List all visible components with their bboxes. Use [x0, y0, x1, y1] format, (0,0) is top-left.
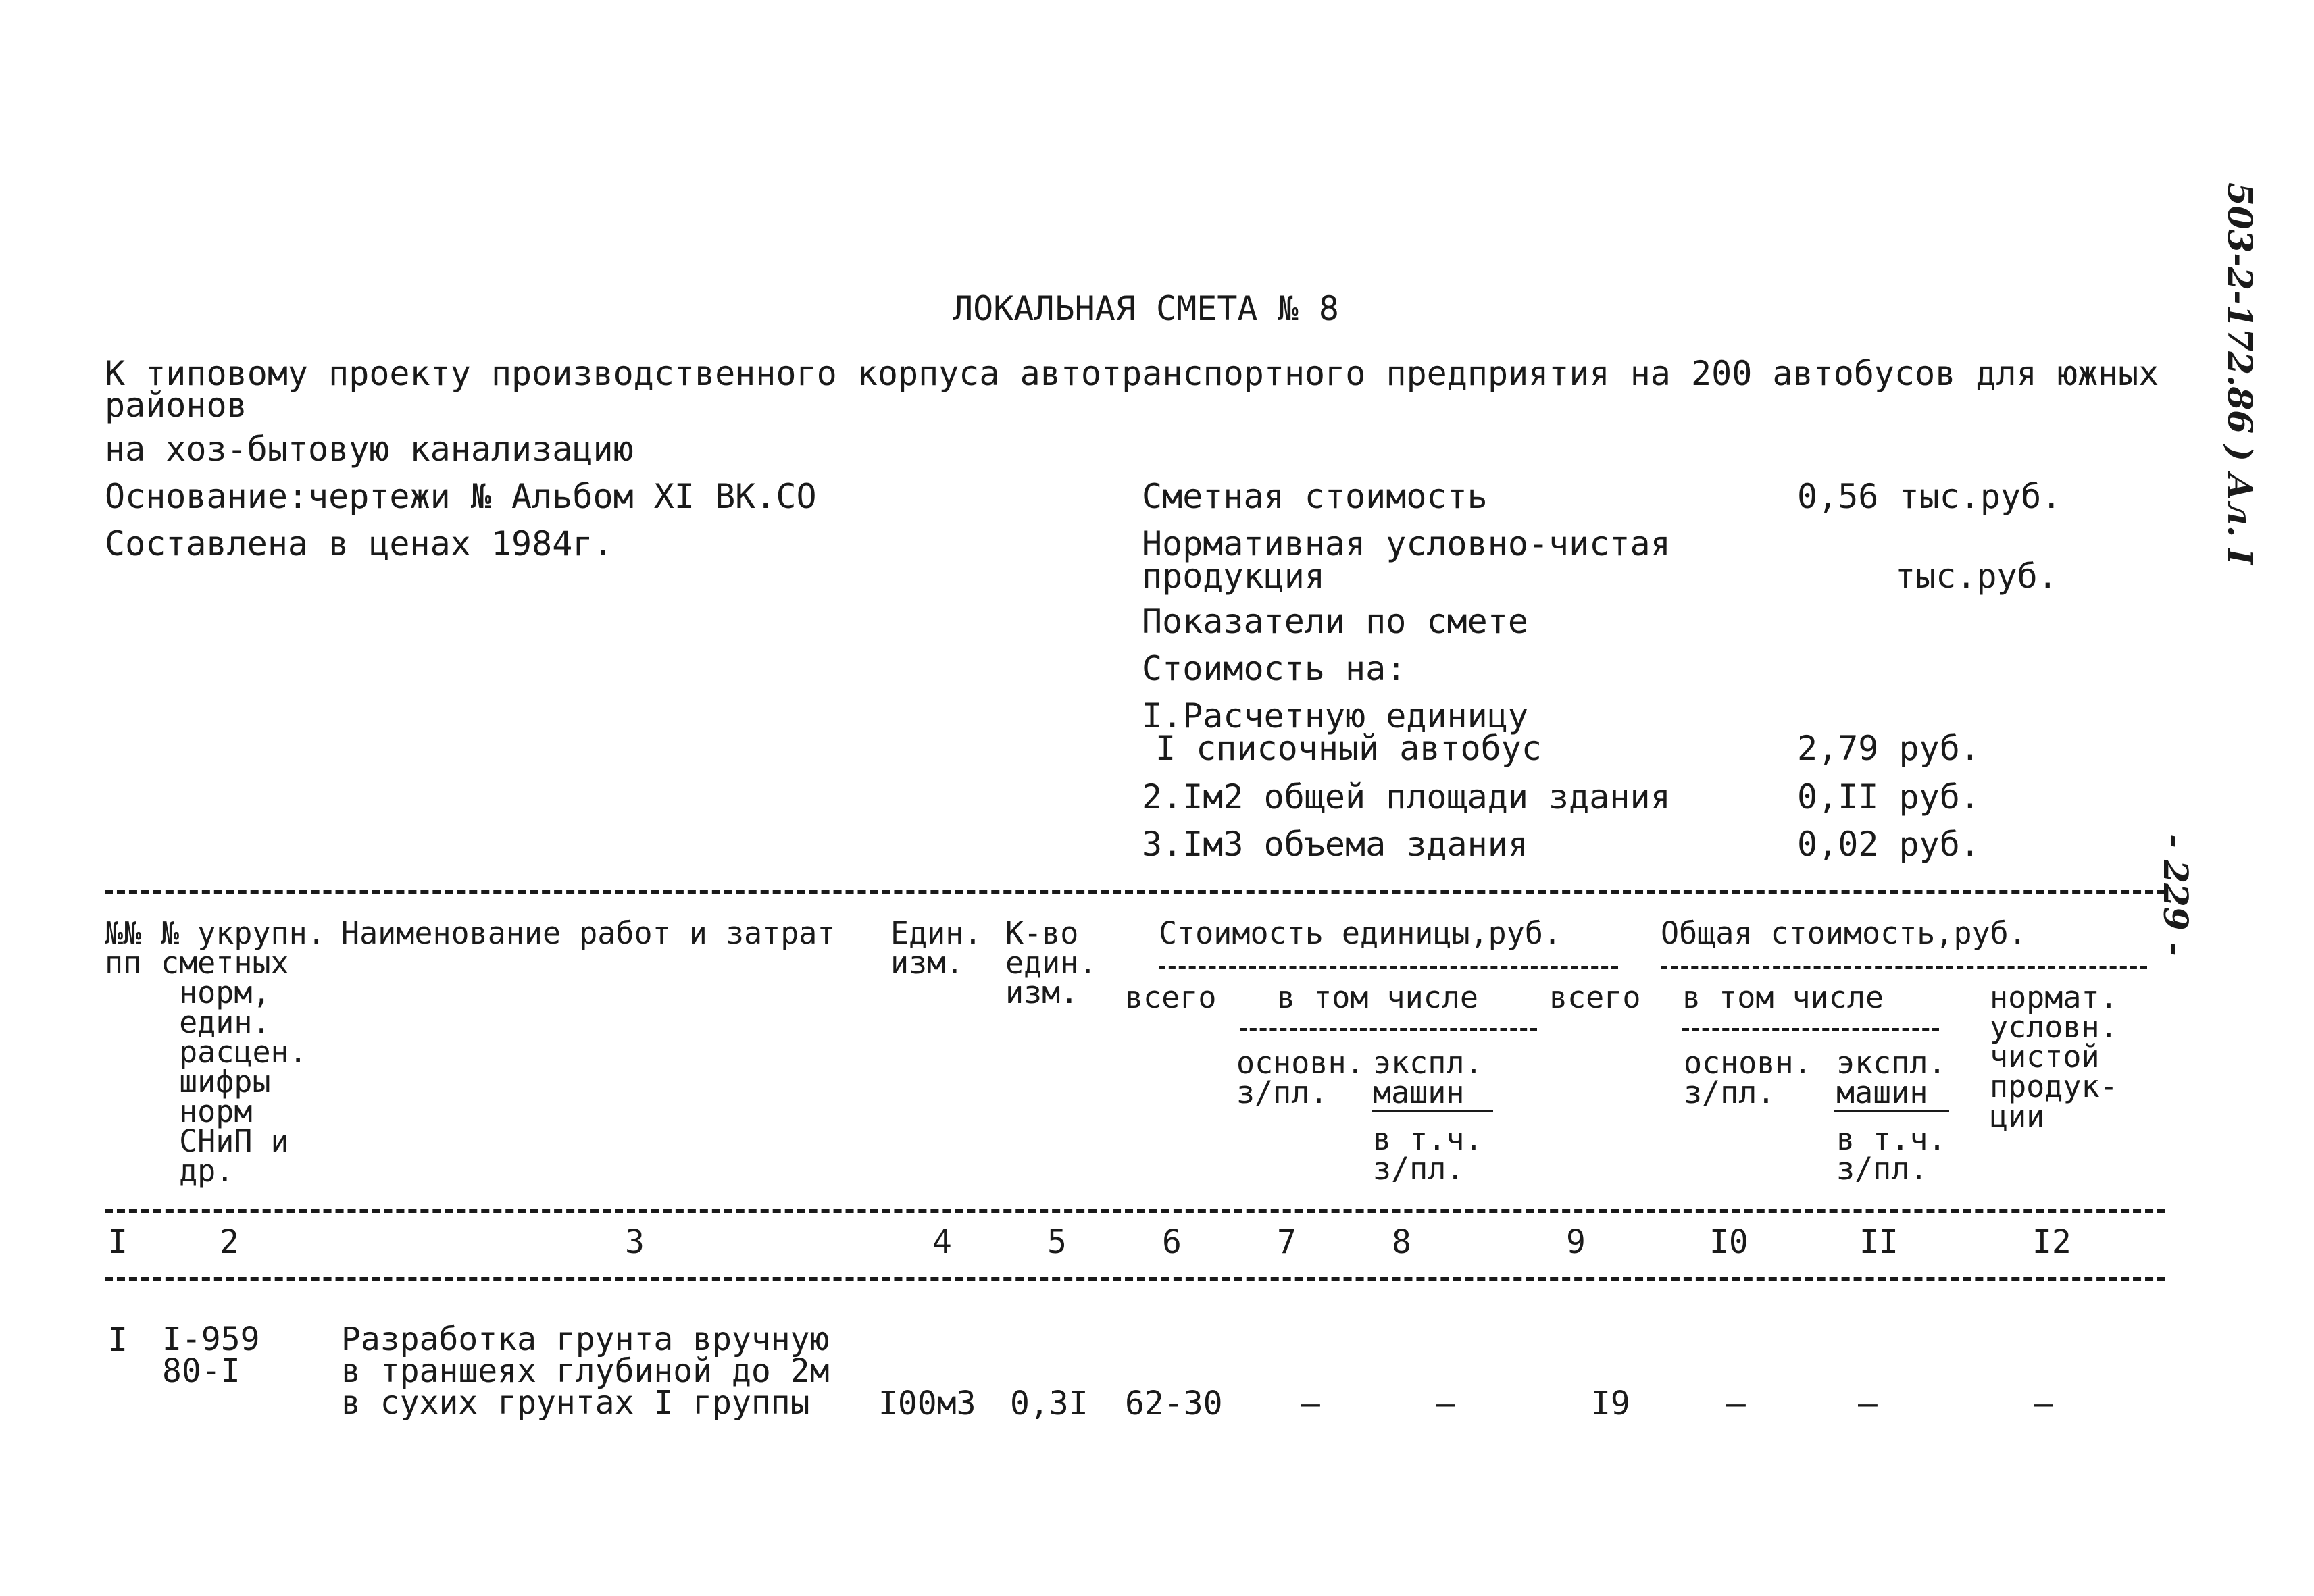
- column-numbers-top-rule: [105, 1209, 2165, 1213]
- margin-project-code: 503-2-172.86 ) Ал. I: [2220, 182, 2260, 565]
- row-total: I9: [1591, 1385, 1630, 1422]
- row-normative: –: [2034, 1385, 2053, 1422]
- table-top-rule: [105, 890, 2165, 894]
- column-number: 2: [220, 1223, 239, 1261]
- indicator-2-label: 2.Iм2 общей площади здания: [1142, 777, 1671, 817]
- indicator-1-line-1: I.Расчетную единицу: [1142, 696, 1528, 736]
- header-total-machine: экспл. машин: [1836, 1045, 1946, 1110]
- column-number: 7: [1277, 1223, 1297, 1261]
- column-number: 8: [1392, 1223, 1411, 1261]
- estimated-cost-value: 0,56 тыс.руб.: [1797, 477, 2062, 516]
- unit-cost-group-rule: [1159, 966, 1618, 969]
- indicator-1-value: 2,79 руб.: [1797, 729, 1980, 768]
- column-number: I: [108, 1223, 128, 1261]
- row-total-wage: –: [1726, 1385, 1746, 1422]
- total-cost-group-rule: [1661, 966, 2147, 969]
- column-number: II: [1859, 1223, 1898, 1261]
- unit-machine-underline: [1372, 1110, 1493, 1112]
- column-number: 3: [625, 1223, 645, 1261]
- estimated-cost-label: Сметная стоимость: [1142, 477, 1488, 516]
- column-number: 5: [1047, 1223, 1067, 1261]
- header-total-machine-wage: в т.ч. з/пл.: [1836, 1121, 1946, 1187]
- header-unit-machine-wage: в т.ч. з/пл.: [1373, 1121, 1483, 1187]
- header-unit-total: всего: [1125, 979, 1217, 1015]
- row-unit: I00м3: [878, 1385, 976, 1422]
- header-row-number: №№ пп: [105, 915, 142, 981]
- indicator-3-label: 3.Iм3 объема здания: [1142, 825, 1528, 864]
- column-number: 9: [1566, 1223, 1586, 1261]
- row-unit-machine: –: [1436, 1385, 1455, 1422]
- row-norm-code: I-959 80-I: [162, 1320, 260, 1390]
- total-including-rule: [1682, 1028, 1939, 1031]
- column-number: I2: [2032, 1223, 2071, 1261]
- normative-value: тыс.руб.: [1895, 557, 2058, 596]
- indicator-2-value: 0,II руб.: [1797, 777, 1980, 817]
- indicators-label: Показатели по смете: [1142, 602, 1528, 641]
- header-total: всего: [1549, 979, 1641, 1015]
- total-machine-underline: [1834, 1110, 1949, 1112]
- header-unit-including: в том числе: [1277, 979, 1479, 1015]
- estimate-basis: Основание:чертежи № Альбом XI ВК.СО: [105, 477, 817, 516]
- document-title: ЛОКАЛЬНАЯ СМЕТА № 8: [953, 289, 1339, 328]
- column-number: I0: [1709, 1223, 1749, 1261]
- indicator-3-value: 0,02 руб.: [1797, 825, 1980, 864]
- header-unit: Един. изм.: [890, 915, 982, 981]
- normative-label-1: Нормативная условно-чистая: [1142, 524, 1671, 563]
- unit-including-rule: [1240, 1028, 1537, 1031]
- row-work-name: Разработка грунта вручную в траншеях глубиной до 2м в сухих грунтах I группы: [341, 1320, 830, 1422]
- column-numbers-bottom-rule: [105, 1277, 2165, 1281]
- header-quantity: К-во един. изм.: [1005, 915, 1097, 1010]
- header-unit-wage: основн. з/пл.: [1236, 1045, 1365, 1110]
- header-total-including: в том числе: [1682, 979, 1884, 1015]
- header-normative: нормат. условн. чистой продук- ции: [1990, 979, 2118, 1134]
- indicator-1-line-2: I списочный автобус: [1155, 729, 1542, 768]
- row-number: I: [108, 1321, 128, 1359]
- header-total-wage: основн. з/пл.: [1684, 1045, 1812, 1110]
- project-line-1: К типовому проекту производственного корпуса автотранспортного предприятия на 200 автобусов для южных: [105, 354, 2159, 393]
- normative-label-2: продукция: [1142, 557, 1325, 596]
- price-level: Составлена в ценах 1984г.: [105, 524, 613, 563]
- header-work-name: Наименование работ и затрат: [341, 915, 836, 951]
- row-unit-total: 62-30: [1125, 1385, 1223, 1422]
- row-total-machine: –: [1858, 1385, 1878, 1422]
- row-quantity: 0,3I: [1010, 1385, 1088, 1422]
- header-norm-code: № укрупн. сметных норм, един. расцен. шифры норм СНиП и др.: [161, 915, 326, 1189]
- header-unit-machine: экспл. машин: [1373, 1045, 1483, 1110]
- column-number: 4: [932, 1223, 952, 1261]
- column-number: 6: [1162, 1223, 1182, 1261]
- cost-for-label: Стоимость на:: [1142, 649, 1407, 688]
- estimate-subject: на хоз-бытовую канализацию: [105, 430, 634, 469]
- header-total-cost-group: Общая стоимость,руб.: [1661, 915, 2027, 951]
- margin-page-number: - 229 -: [2156, 834, 2196, 956]
- project-line-2: районов: [105, 386, 247, 425]
- row-unit-wage: –: [1301, 1385, 1320, 1422]
- header-unit-cost-group: Стоимость единицы,руб.: [1159, 915, 1562, 951]
